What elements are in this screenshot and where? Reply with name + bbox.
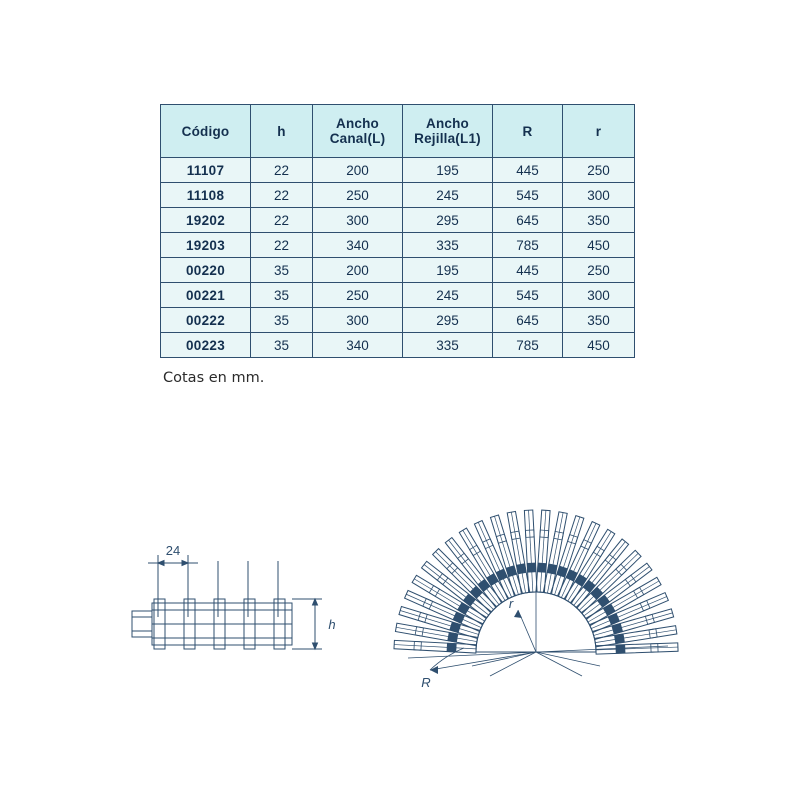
cell-codigo: 11108 <box>161 183 251 208</box>
cell-ancho-rejilla: 245 <box>403 183 493 208</box>
table-row <box>161 308 635 333</box>
R-arrow <box>430 666 438 674</box>
column-header-codigo-line1: Código <box>181 123 230 139</box>
cell-h: 22 <box>251 208 313 233</box>
cell-codigo: 00223 <box>161 333 251 358</box>
cell-h: 22 <box>251 158 313 183</box>
cell-R: 645 <box>493 308 563 333</box>
cell-h: 35 <box>251 308 313 333</box>
column-header-ancho-canal-line2: Canal(L) <box>329 131 386 146</box>
table-row <box>161 283 635 308</box>
column-header-ancho-canal-line1: Ancho <box>336 116 379 131</box>
cell-r: 350 <box>563 308 635 333</box>
cell-codigo: 19203 <box>161 233 251 258</box>
cell-R: 545 <box>493 183 563 208</box>
table-row <box>161 158 635 183</box>
cell-ancho-canal: 200 <box>313 158 403 183</box>
column-header-h-line1: h <box>277 123 286 139</box>
column-header-r-line1: r <box>595 123 602 139</box>
cell-r: 300 <box>563 283 635 308</box>
cell-ancho-canal: 340 <box>313 333 403 358</box>
spec-table <box>160 104 635 358</box>
cell-ancho-canal: 340 <box>313 233 403 258</box>
arrow-down <box>313 643 318 649</box>
dim-label-R: R <box>421 675 431 690</box>
column-header-R-line1: R <box>522 123 533 139</box>
cell-r: 350 <box>563 208 635 233</box>
table-row <box>161 233 635 258</box>
cell-ancho-rejilla: 335 <box>403 233 493 258</box>
table-row <box>161 333 635 358</box>
cell-h: 35 <box>251 258 313 283</box>
table-row <box>161 183 635 208</box>
r-arrow <box>514 610 522 618</box>
cell-ancho-rejilla: 245 <box>403 283 493 308</box>
cell-codigo: 11107 <box>161 158 251 183</box>
column-header-codigo <box>161 105 251 158</box>
table-row <box>161 208 635 233</box>
cell-ancho-rejilla: 295 <box>403 308 493 333</box>
cell-ancho-rejilla: 295 <box>403 208 493 233</box>
specification-table <box>160 104 634 358</box>
cell-r: 250 <box>563 158 635 183</box>
cell-ancho-rejilla: 195 <box>403 158 493 183</box>
cell-codigo: 00222 <box>161 308 251 333</box>
radius-line-1 <box>536 652 600 666</box>
column-header-ancho-rejilla-line1: Ancho <box>426 116 469 131</box>
cell-R: 645 <box>493 208 563 233</box>
cell-R: 445 <box>493 158 563 183</box>
cell-R: 785 <box>493 333 563 358</box>
cell-R: 785 <box>493 233 563 258</box>
column-header-r <box>563 105 635 158</box>
column-header-ancho-rejilla <box>403 105 493 158</box>
cell-codigo: 19202 <box>161 208 251 233</box>
arrow-left <box>158 561 164 566</box>
cell-ancho-rejilla: 195 <box>403 258 493 283</box>
radius-line-2 <box>472 652 536 666</box>
dim-label-h: h <box>328 617 336 632</box>
cell-r: 300 <box>563 183 635 208</box>
dim-label-r: r <box>508 596 514 611</box>
radial-grating-plan-view <box>368 480 708 715</box>
column-header-ancho-canal <box>313 105 403 158</box>
arrow-right <box>182 561 188 566</box>
cell-R: 545 <box>493 283 563 308</box>
radial-view-svg <box>368 480 708 710</box>
cell-ancho-canal: 300 <box>313 308 403 333</box>
table-header-row <box>161 105 635 158</box>
table-row <box>161 258 635 283</box>
cell-codigo: 00220 <box>161 258 251 283</box>
cell-ancho-canal: 300 <box>313 208 403 233</box>
cell-R: 445 <box>493 258 563 283</box>
radius-line-3 <box>536 652 582 676</box>
cell-ancho-rejilla: 335 <box>403 333 493 358</box>
cell-r: 250 <box>563 258 635 283</box>
side-view-svg <box>110 525 360 685</box>
cell-h: 22 <box>251 183 313 208</box>
cell-ancho-canal: 200 <box>313 258 403 283</box>
table-header <box>161 105 635 158</box>
table-body <box>161 158 635 358</box>
cell-r: 450 <box>563 333 635 358</box>
cell-ancho-canal: 250 <box>313 283 403 308</box>
cell-h: 35 <box>251 283 313 308</box>
cell-ancho-canal: 250 <box>313 183 403 208</box>
cell-h: 35 <box>251 333 313 358</box>
dim-label-24: 24 <box>165 543 181 558</box>
grating-side-view <box>110 525 360 690</box>
arrow-up <box>313 599 318 605</box>
units-note: Cotas en mm. <box>163 370 265 386</box>
column-header-ancho-rejilla-line2: Rejilla(L1) <box>414 131 481 146</box>
end-connector <box>132 611 152 637</box>
column-header-R <box>493 105 563 158</box>
cell-r: 450 <box>563 233 635 258</box>
cell-codigo: 00221 <box>161 283 251 308</box>
column-header-h <box>251 105 313 158</box>
cell-h: 22 <box>251 233 313 258</box>
